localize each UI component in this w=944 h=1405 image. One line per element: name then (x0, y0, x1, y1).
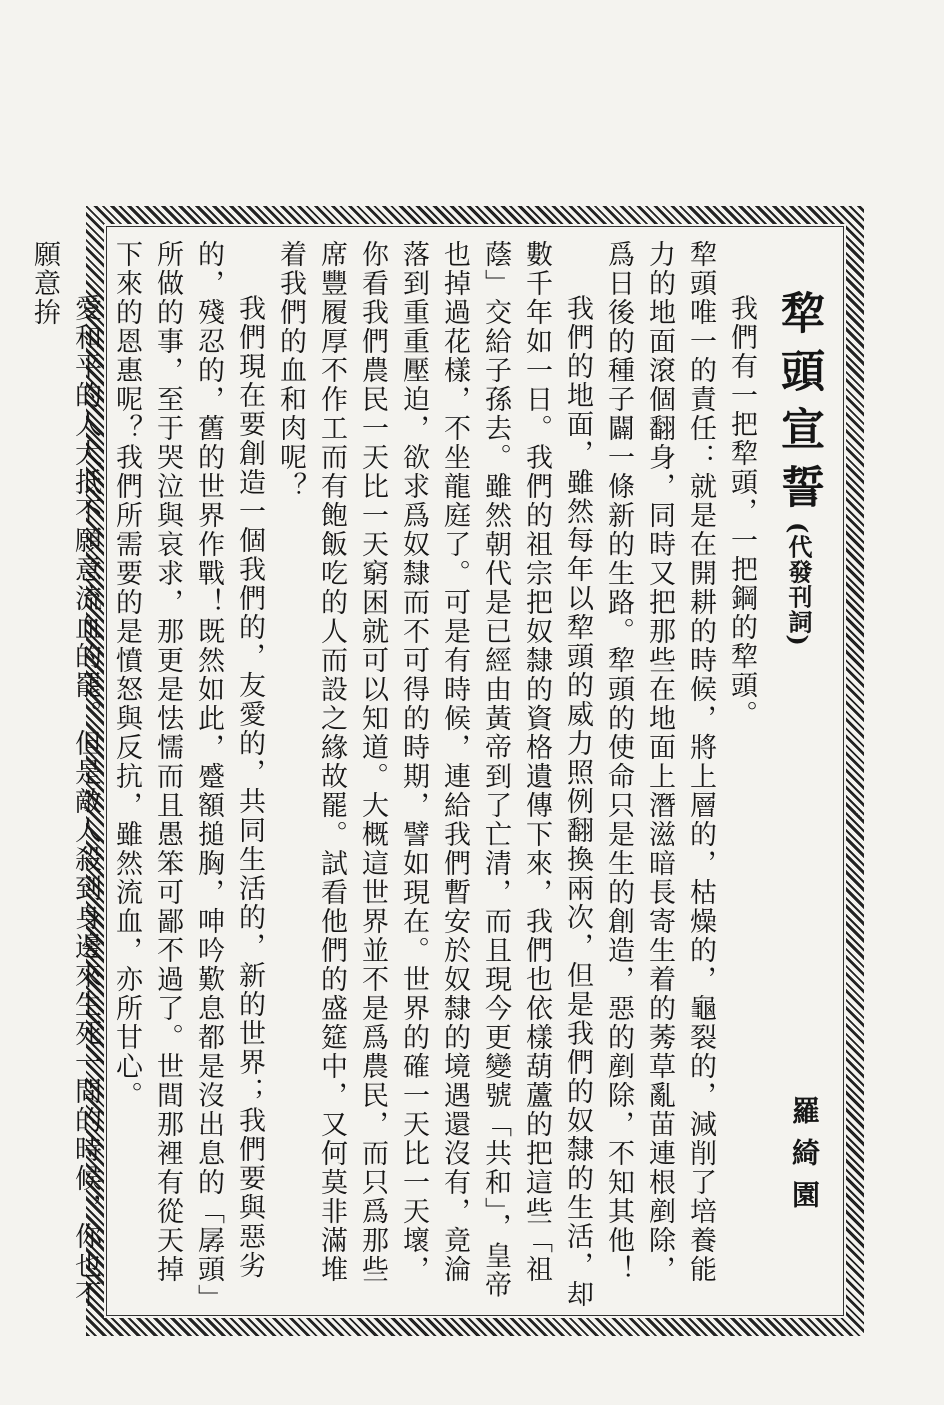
paragraph-5 (24, 240, 106, 1310)
paragraph-text: 我們的地面，雖然每年以犂頭的威力照例翻換兩次，但是我們的奴隸的生活，却數千年如一日。我們的祖宗把奴隸的資格遺傳下來，我們也依樣葫蘆的把這些「祖蔭」交給子孫去。雖然朝代是已經由黃帝到了亡清，而且現今更變號「共和」，皇帝也掉過花樣，不坐龍庭了。可是有時候，連給我們暫安於奴隸的境遇還沒有，竟淪落到重重壓迫，欲求爲奴隸而不可得的時期，譬如現在。世界的確一天比一天壞，你看我們農民一天比一天窮困就可以知道。大概這世界並不是爲農民，而只爲那些席豐履厚不作工而有飽飯吃的人而設之緣故罷。試看他們的盛筵中，又何莫非滿堆着我們的血和肉呢？ (275, 240, 593, 1309)
paragraph-1 (721, 240, 762, 1310)
article-body (29, 240, 830, 1310)
paragraph-text: 我們現在要創造一個我們的，友愛的，共同生活的，新的世界；我們要與惡劣的，殘忍的，舊的世界作戰！既然如此，蹙額搥胸，呻吟歎息都是沒出息的「孱頭」所做的事，至于哭泣與哀求，那更是怯懦而且愚笨可鄙不過了。世間那裡有從天掉下來的恩惠呢？我們所需要的是憤怒與反抗，雖然流血，亦所甘心。 (111, 240, 265, 1300)
author-name: 羅綺園 (788, 1096, 821, 1222)
title-main: 犂頭宣誓 (773, 290, 824, 522)
paragraph-3 (270, 240, 598, 1310)
article-title (766, 290, 830, 1310)
paragraph-text: 我們有一把犂頭，一把鋼的犂頭。 (726, 294, 757, 729)
paragraph-2 (598, 240, 721, 1310)
paragraph-text: 愛和平的人大抵不願意流血的罷。但是敵人殺到身邊來生死一間的時候，你也不願意拚 (29, 240, 101, 1309)
paragraph-4 (106, 240, 270, 1310)
title-subtitle: (代發刊詞) (784, 522, 813, 647)
paragraph-text: 犂頭唯一的責任：就是在開耕的時候，將上層的，枯燥的，龜裂的，減削了培養能力的地面滾個翻身，同時又把那些在地面上潛滋暗長寄生着的莠草亂苗連根剷除，爲日後的種子闢一條新的生路。犂頭的使命只是生的創造，惡的剷除，不知其他！ (603, 240, 716, 1284)
